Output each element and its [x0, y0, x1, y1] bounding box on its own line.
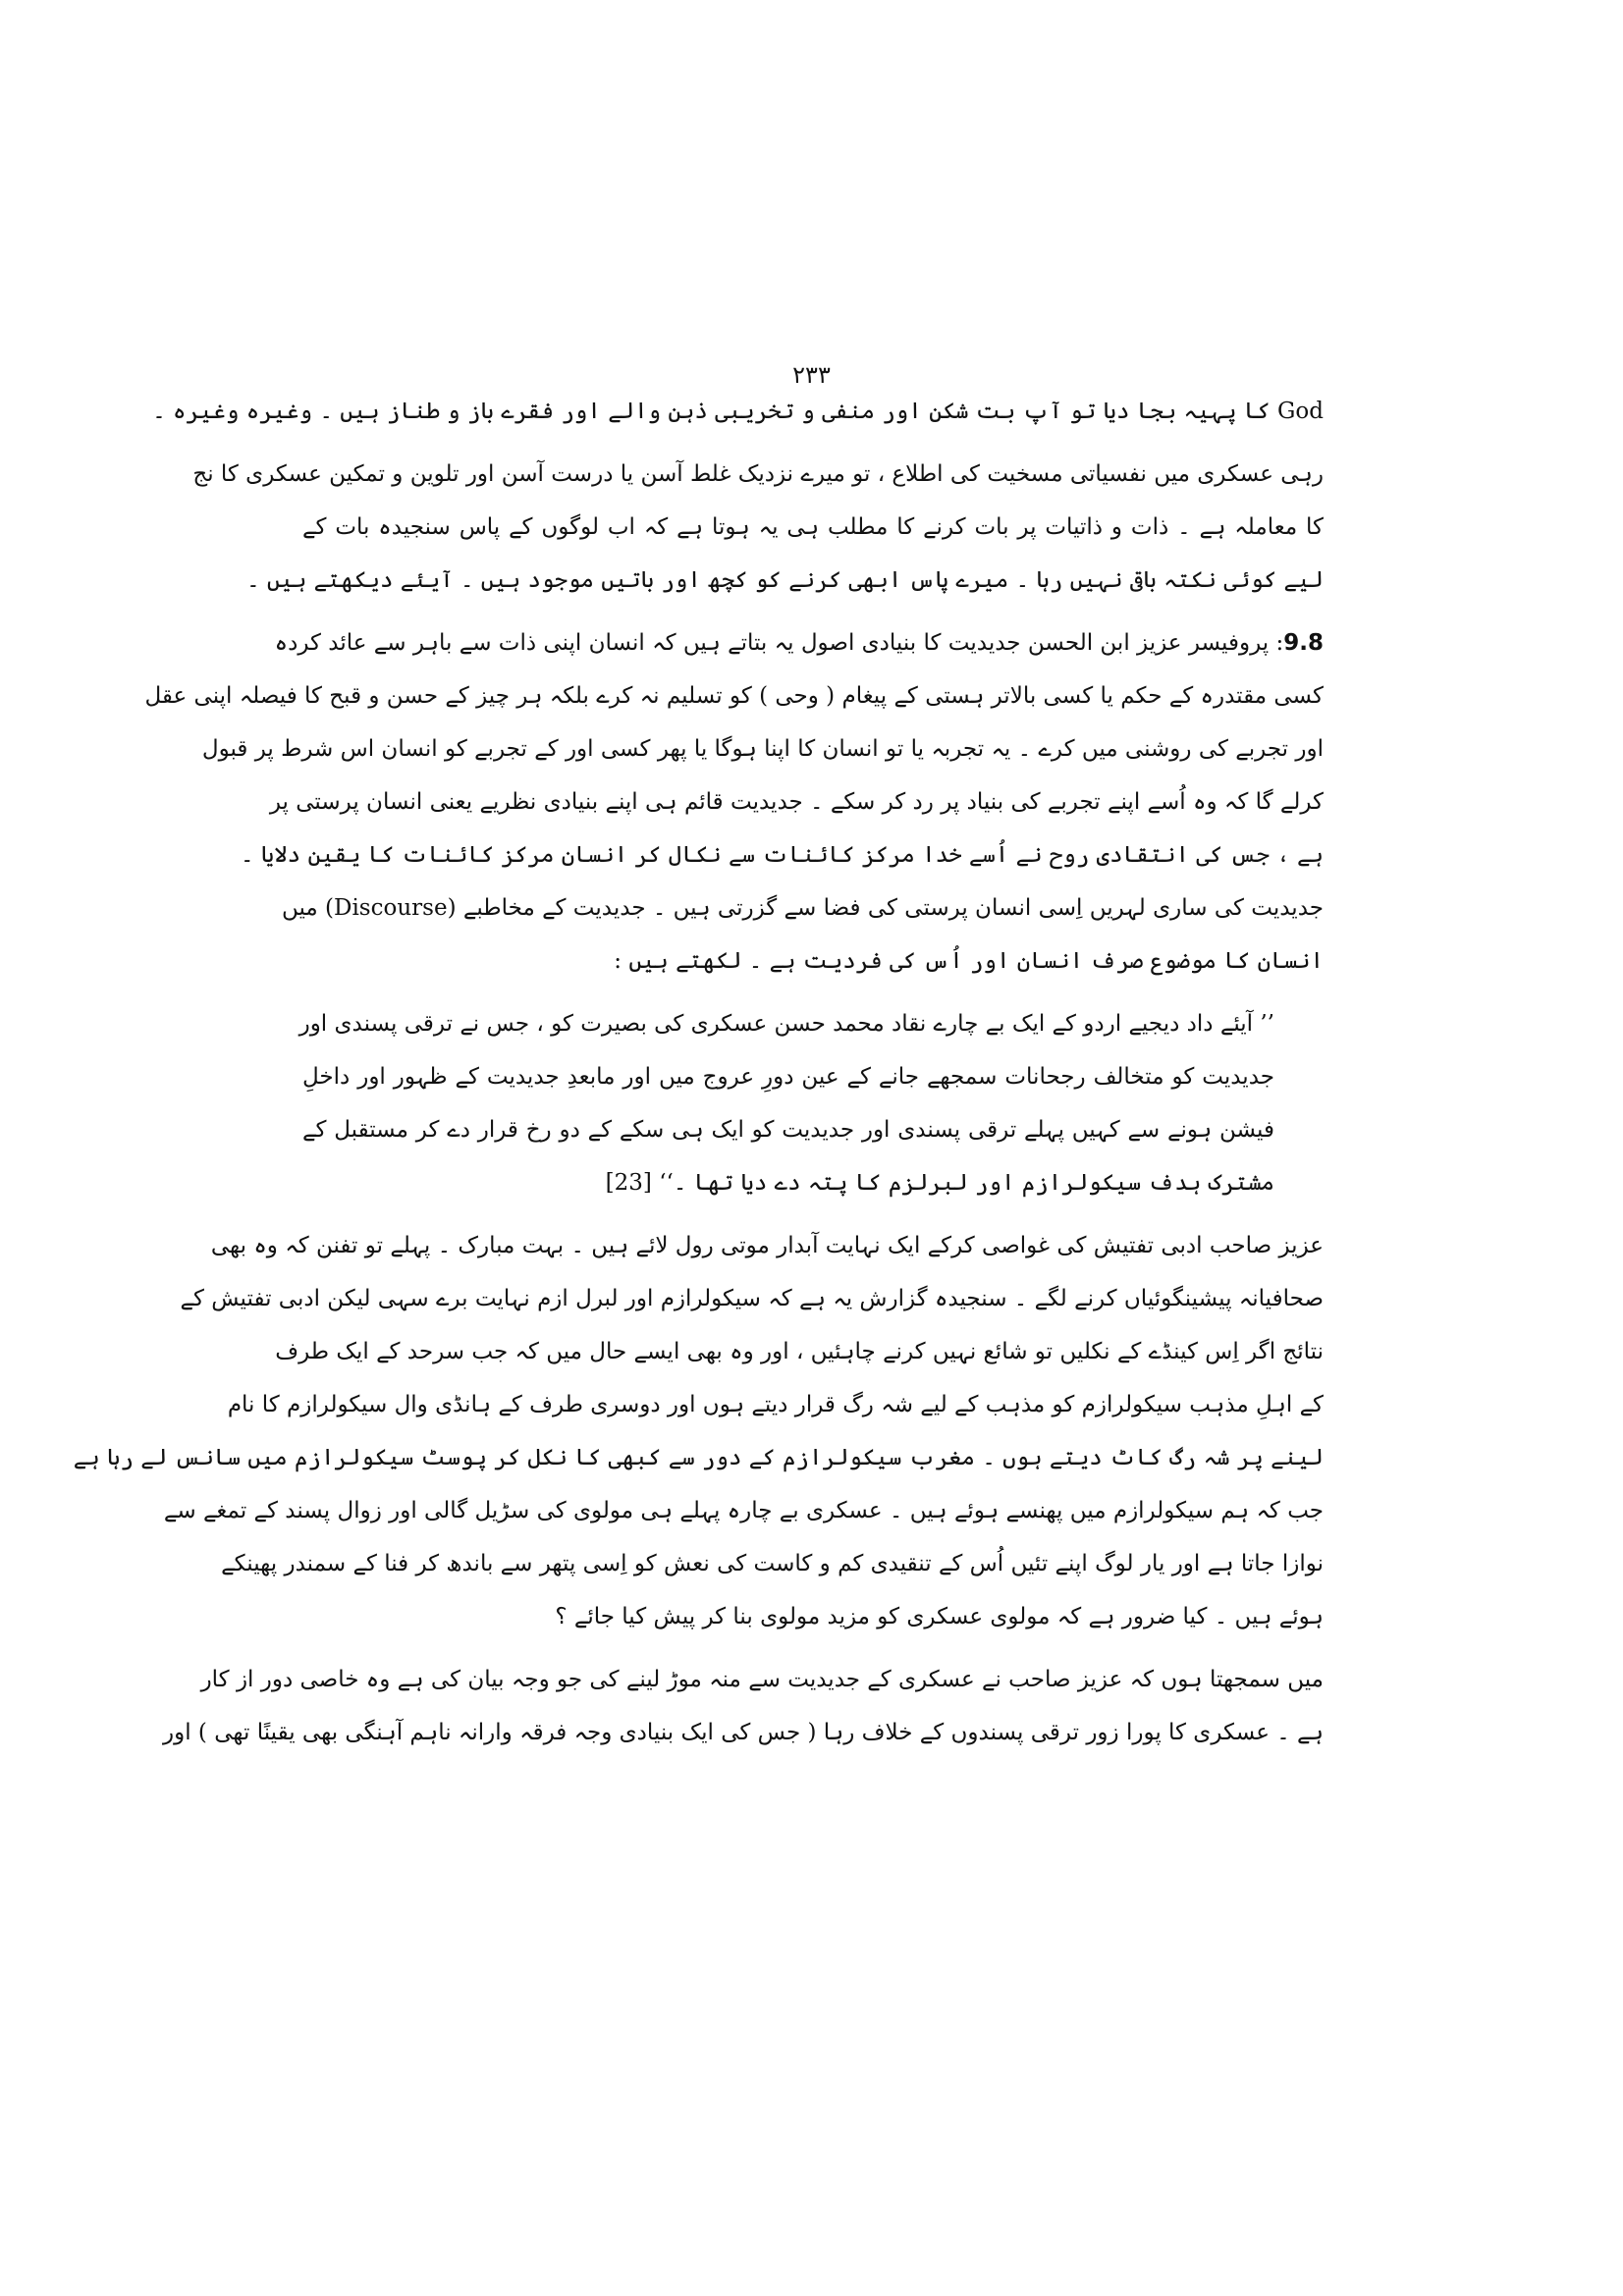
text-line — [274, 616, 1324, 669]
quote-line: مشترک ہدف سیکولرازم اور لبرلزم کا پتہ دے دیا تھا ۔‘‘ [23] — [605, 1170, 1274, 1196]
paragraph — [192, 448, 1324, 607]
text-line: کے اہلِ مذہب سیکولرازم کو مذہب کے لیے شہ رگ قرار دیتے ہوں اور دوسری طرف کے ہانڈی وال سیکولرازم کا نام — [227, 1392, 1324, 1417]
text-line: کسی مقتدرہ کے حکم یا کسی بالاتر ہستی کے پیغام ( وحی ) کو تسلیم نہ کرے بلکہ ہر چیز کے حسن و قبح کا فیصلہ اپنی عقل — [144, 683, 1324, 709]
text-line: اور تجربے کی روشنی میں کرے ۔ یہ تجربہ یا تو انسان کا اپنا ہوگا یا پھر کسی اور کے تجربے کو انسان اس شرط پر قبول — [201, 736, 1324, 762]
text-line: جدیدیت کی ساری لہریں اِسی انسان پرستی کی فضا سے گزرتی ہیں ۔ جدیدیت کے مخاطبے (Discourse) میں — [281, 895, 1324, 921]
text-fragment: : پروفیسر عزیز ابن الحسن جدیدیت کا بنیادی اصول یہ بتاتے ہیں کہ انسان اپنی ذات سے باہر سے عائد کردہ — [274, 630, 1284, 656]
paragraph — [163, 1653, 1324, 1759]
text-line: لیے کوئی نکتہ باقی نہیں رہا ۔ میرے پاس ابھی کرنے کو کچھ اور باتیں موجود ہیں ۔ آیئے دیکھتے ہیں ۔ — [246, 567, 1324, 593]
page-number: ۲۳۳ — [792, 361, 831, 389]
text-line: جب کہ ہم سیکولرازم میں پھنسے ہوئے ہیں ۔ عسکری بے چارہ پہلے ہی مولوی کی سڑیل گالی اور زوال پسند کے تمغے سے — [163, 1498, 1324, 1523]
text-line: کا معاملہ ہے ۔ ذات و ذاتیات پر بات کرنے کا مطلب ہی یہ ہوتا ہے کہ اب لوگوں کے پاس سنجیدہ بات کے — [302, 514, 1324, 540]
text-line: نوازا جاتا ہے اور یار لوگ اپنے تئیں اُس کے تنقیدی کم و کاست کی نعش کو اِسی پتھر سے باندھ کر فنا کے سمندر پھینکے — [221, 1551, 1324, 1576]
text-line: کرلے گا کہ وہ اُسے اپنے تجربے کی بنیاد پر رد کر سکے ۔ جدیدیت قائم ہی اپنے بنیادی نظریے یعنی انسان پرستی پر — [269, 789, 1324, 815]
paragraph — [73, 1219, 1324, 1643]
text-line: ہے ۔ عسکری کا پورا زور ترقی پسندوں کے خلاف رہا ( جس کی ایک بنیادی وجہ فرقہ وارانہ ناہم آہنگی بھی یقینًا تھی ) اور — [163, 1720, 1324, 1745]
page-body — [73, 385, 1324, 1769]
text-line: رہی عسکری میں نفسیاتی مسخیت کی اطلاع ، تو میرے نزدیک غلط آسن یا درست آسن اور تلوین و تمکین عسکری کا نج — [192, 461, 1324, 487]
text-line: God کا پہیہ بجا دیا تو آپ بت شکن اور منفی و تخریبی ذہن والے اور فقرے باز و طناز ہیں ۔ وغیرہ وغیرہ ۔ — [152, 399, 1324, 424]
paragraph — [152, 385, 1324, 438]
paragraph-9-8 — [144, 616, 1324, 988]
text-line: ہے ، جس کی انتقادی روح نے اُسے خدا مرکز کائنات سے نکال کر انسان مرکز کائنات کا یقین دلایا ۔ — [240, 842, 1324, 868]
quote-line: جدیدیت کو متخالف رجحانات سمجھے جانے کے عین دورِ عروج میں اور مابعدِ جدیدیت کے ظہور اور داخلِ — [302, 1064, 1274, 1090]
text-line: ہوئے ہیں ۔ کیا ضرور ہے کہ مولوی عسکری کو مزید مولوی بنا کر پیش کیا جائے ؟ — [555, 1604, 1324, 1629]
text-line: انسان کا موضوع صرف انسان اور اُس کی فردیت ہے ۔ لکھتے ہیں : — [614, 948, 1324, 974]
block-quote — [298, 997, 1274, 1209]
text-line: صحافیانہ پیشینگوئیاں کرنے لگے ۔ سنجیدہ گزارش یہ ہے کہ سیکولرازم اور لبرل ازم نہایت برے سہی لیکن ادبی تفتیش کے — [180, 1286, 1324, 1311]
text-line: عزیز صاحب ادبی تفتیش کی غواصی کرکے ایک نہایت آبدار موتی رول لائے ہیں ۔ بہت مبارک ۔ پہلے تو تفنن کہ وہ بھی — [210, 1233, 1324, 1258]
section-number: 9.8 — [1283, 630, 1324, 656]
text-line: لینے پر شہ رگ کاٹ دیتے ہوں ۔ مغرب سیکولرازم کے دور سے کبھی کا نکل کر پوسٹ سیکولرازم میں سانس لے رہا ہے — [73, 1445, 1324, 1470]
quote-line: ’’ آیئے داد دیجیے اردو کے ایک بے چارے نقاد محمد حسن عسکری کی بصیرت کو ، جس نے ترقی پسندی اور — [298, 1011, 1274, 1037]
text-line: نتائج اگر اِس کینڈے کے نکلیں تو شائع نہیں کرنے چاہئیں ، اور وہ بھی ایسے حال میں کہ جب سرحد کے ایک طرف — [275, 1339, 1324, 1364]
quote-line: فیشن ہونے سے کہیں پہلے ترقی پسندی اور جدیدیت کو ایک ہی سکے کے دو رخ قرار دے کر مستقبل کے — [302, 1117, 1274, 1143]
text-line: میں سمجھتا ہوں کہ عزیز صاحب نے عسکری کے جدیدیت سے منہ موڑ لینے کی جو وجہ بیان کی ہے وہ خاصی دور از کار — [200, 1667, 1324, 1692]
